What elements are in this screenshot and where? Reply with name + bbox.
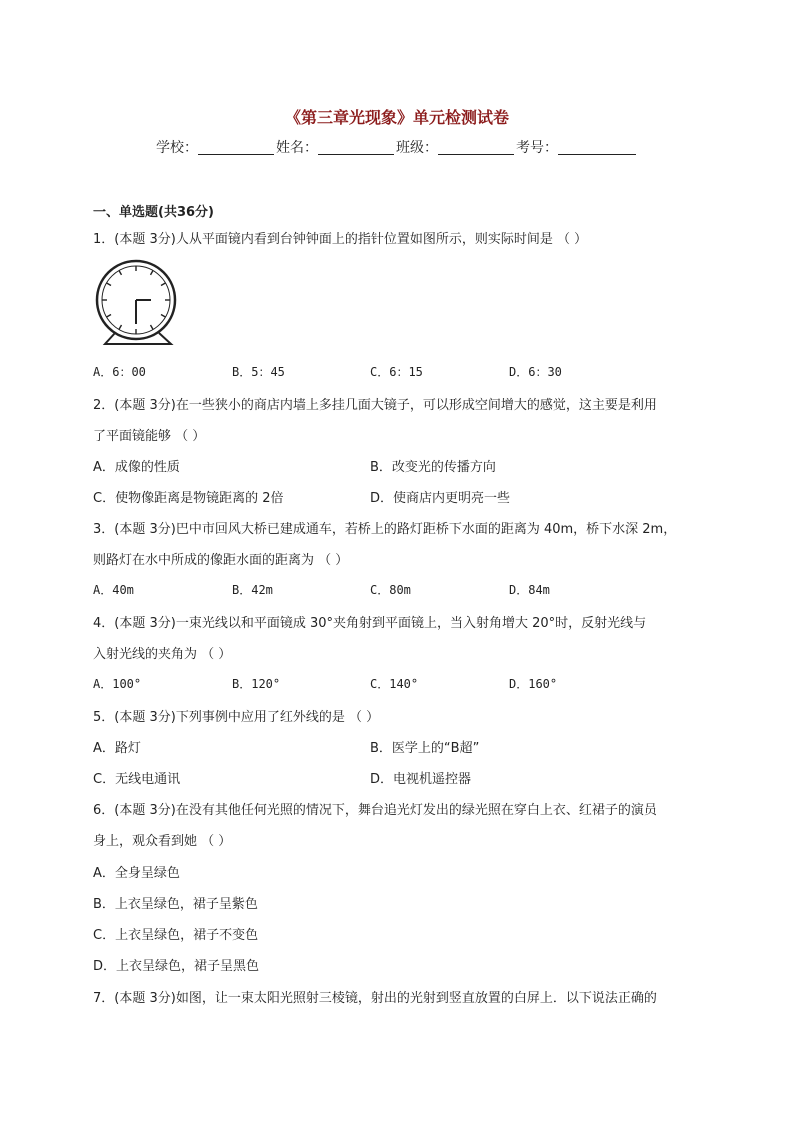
question-7-text: 7．(本题 3分)如图，让一束太阳光照射三棱镜，射出的光射到竖直放置的白屏上．以下说法正确的	[93, 991, 657, 1006]
page-title: 《第三章光现象》单元检测试卷	[284, 108, 509, 127]
q6-option-d[interactable]: D．上衣呈绿色，裙子呈黑色	[93, 959, 260, 974]
question-2-text-cont: 了平面镜能够 （ ）	[93, 429, 206, 444]
q3-option-c[interactable]: C．80m	[370, 583, 411, 597]
q3-option-b[interactable]: B．42m	[232, 583, 273, 597]
student-info-row	[0, 137, 794, 157]
question-3-text-cont: 则路灯在水中所成的像距水面的距离为 （ ）	[93, 553, 349, 568]
q1-option-b[interactable]: B．5：45	[232, 365, 285, 379]
class-blank[interactable]	[438, 140, 514, 155]
q1-option-c[interactable]: C．6：15	[370, 365, 423, 379]
q4-option-a[interactable]: A．100°	[93, 677, 142, 691]
q1-option-d[interactable]: D．6：30	[509, 365, 562, 379]
q5-option-b[interactable]: B．医学上的“B超”	[370, 741, 480, 756]
q6-option-b[interactable]: B．上衣呈绿色，裙子呈紫色	[93, 897, 258, 912]
school-blank[interactable]	[198, 140, 274, 155]
q6-option-c[interactable]: C．上衣呈绿色，裙子不变色	[93, 928, 259, 943]
question-1-text: 1．(本题 3分)人从平面镜内看到台钟钟面上的指针位置如图所示，则实际时间是 （ ）	[93, 232, 588, 247]
exam-number-label: 考号：	[516, 140, 558, 156]
q4-option-d[interactable]: D．160°	[509, 677, 558, 691]
name-blank[interactable]	[318, 140, 394, 155]
q3-option-d[interactable]: D．84m	[509, 583, 550, 597]
q5-option-d[interactable]: D．电视机遥控器	[370, 772, 472, 787]
section-title: 一、单选题(共36分)	[93, 205, 214, 220]
q2-option-c[interactable]: C．使物像距离是物镜距离的 2倍	[93, 491, 284, 506]
class-label: 班级：	[396, 140, 438, 156]
question-4-text-cont: 入射光线的夹角为 （ ）	[93, 647, 232, 662]
q1-option-a[interactable]: A．6：00	[93, 365, 146, 379]
question-2-text: 2．(本题 3分)在一些狭小的商店内墙上多挂几面大镜子，可以形成空间增大的感觉，这主要是利用	[93, 398, 657, 413]
mirror-clock-figure	[93, 258, 183, 350]
school-label: 学校：	[156, 140, 198, 156]
q2-option-d[interactable]: D．使商店内更明亮一些	[370, 491, 511, 506]
question-3-text: 3．(本题 3分)巴中市回风大桥已建成通车，若桥上的路灯距桥下水面的距离为 40m，桥下水深 2m，	[93, 522, 677, 537]
name-label: 姓名：	[276, 140, 318, 156]
q5-option-c[interactable]: C．无线电通讯	[93, 772, 181, 787]
q4-option-b[interactable]: B．120°	[232, 677, 281, 691]
question-6-text-cont: 身上，观众看到她 （ ）	[93, 834, 232, 849]
q3-option-a[interactable]: A．40m	[93, 583, 134, 597]
question-5-text: 5．(本题 3分)下列事例中应用了红外线的是 （ ）	[93, 710, 380, 725]
q4-option-c[interactable]: C．140°	[370, 677, 419, 691]
question-6-text: 6．(本题 3分)在没有其他任何光照的情况下，舞台追光灯发出的绿光照在穿白上衣、红裙子的演员	[93, 803, 657, 818]
exam-number-blank[interactable]	[558, 140, 636, 155]
q6-option-a[interactable]: A．全身呈绿色	[93, 866, 180, 881]
q2-option-a[interactable]: A．成像的性质	[93, 460, 180, 475]
q2-option-b[interactable]: B．改变光的传播方向	[370, 460, 496, 475]
question-4-text: 4．(本题 3分)一束光线以和平面镜成 30°夹角射到平面镜上，当入射角增大 20°时，反射光线与	[93, 616, 647, 631]
q5-option-a[interactable]: A．路灯	[93, 741, 141, 756]
